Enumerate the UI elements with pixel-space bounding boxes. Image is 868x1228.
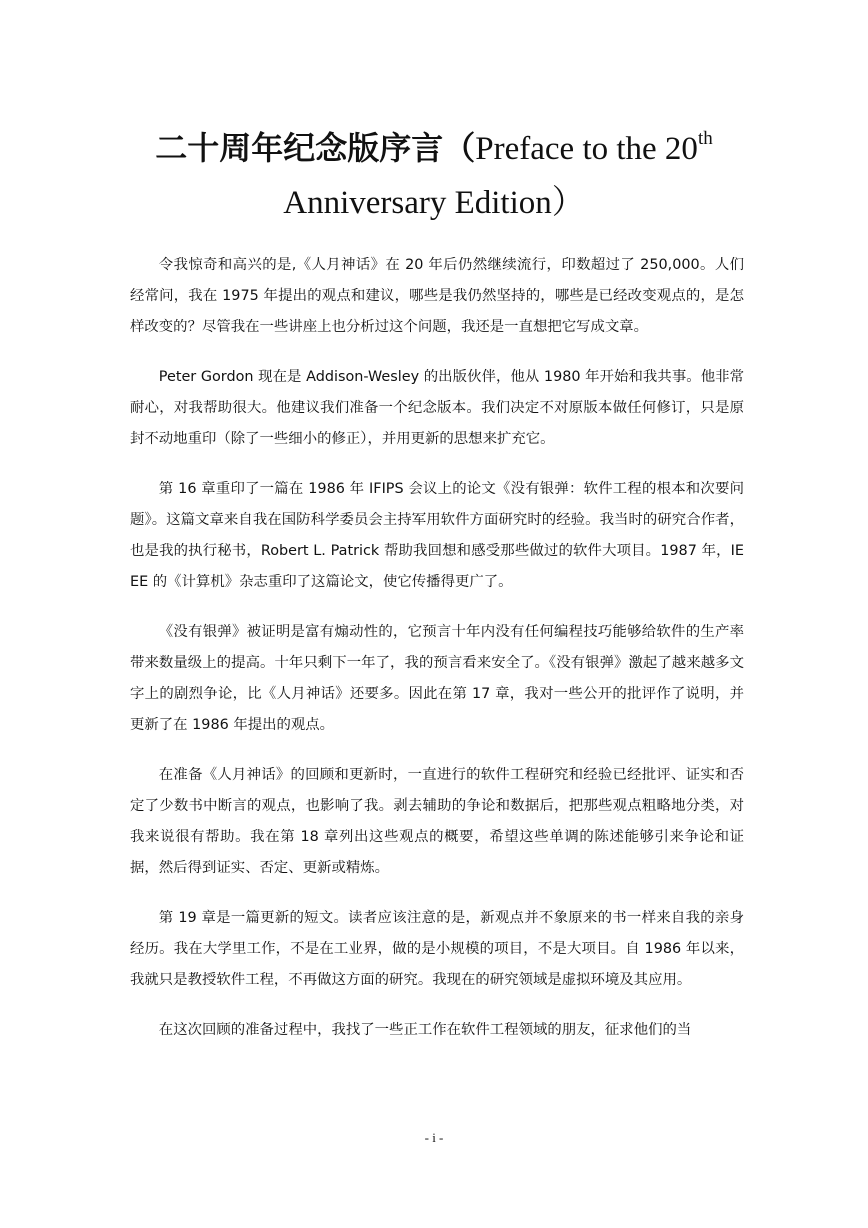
paragraph-6: 第 19 章是一篇更新的短文。读者应该注意的是，新观点并不象原来的书一样来自我的亲身经历。我在大学里工作，不是在工业界，做的是小规模的项目，不是大项目。自 1986 年以来，我就只是教授软件工程，不再做这方面的研究。我现在的研究领域是虚拟环境及其应用。 bbox=[130, 910, 744, 988]
paragraph-5: 在准备《人月神话》的回顾和更新时，一直进行的软件工程研究和经验已经批评、证实和否定了少数书中断言的观点，也影响了我。剥去辅助的争论和数据后，把那些观点粗略地分类，对我来说很有帮助。我在第 18 章列出这些观点的概要，希望这些单调的陈述能够引来争论和证据，然后得到证实、否定、更新或精炼。 bbox=[130, 767, 744, 876]
paragraph-1: 令我惊奇和高兴的是,《人月神话》在 20 年后仍然继续流行，印数超过了 250,000。人们经常问，我在 1975 年提出的观点和建议，哪些是我仍然坚持的，哪些是已经改变观点的，是怎样改变的？尽管我在一些讲座上也分析过这个问题，我还是一直想把它写成文章。 bbox=[130, 257, 744, 335]
paragraph-4: 《没有银弹》被证明是富有煽动性的，它预言十年内没有任何编程技巧能够给软件的生产率带来数量级上的提高。十年只剩下一年了，我的预言看来安全了。《没有银弹》激起了越来越多文字上的剧烈争论，比《人月神话》还要多。因此在第 17 章，我对一些公开的批评作了说明，并更新了在 1986 年提出的观点。 bbox=[130, 624, 744, 733]
page-title-line2 bbox=[100, 178, 768, 227]
title-english-line2: Anniversary Edition bbox=[283, 185, 552, 221]
paragraph-7: 在这次回顾的准备过程中，我找了一些正工作在软件工程领域的朋友，征求他们的当 bbox=[158, 1022, 692, 1038]
body-text bbox=[130, 250, 744, 1046]
paragraph-3: 第 16 章重印了一篇在 1986 年 IFIPS 会议上的论文《没有银弹：软件工程的根本和次要问题》。这篇文章来自我在国防科学委员会主持军用软件方面研究时的经验。我当时的研究合作者，也是我的执行秘书，Robert L. Patrick 帮助我回想和感受那些做过的软件大项目。1987 年，IEEE 的《计算机》杂志重印了这篇论文，使它传播得更广了。 bbox=[130, 481, 744, 590]
page-number: - i - bbox=[424, 1130, 444, 1145]
title-english-line1: Preface to the 20 bbox=[475, 131, 698, 167]
page-title bbox=[100, 124, 768, 173]
title-superscript: th bbox=[697, 128, 713, 149]
paragraph-2: Peter Gordon 现在是 Addison-Wesley 的出版伙伴，他从 1980 年开始和我共事。他非常耐心，对我帮助很大。他建议我们准备一个纪念版本。我们决定不对原版本做任何修订，只是原封不动地重印（除了一些细小的修正），并用更新的思想来扩充它。 bbox=[130, 369, 744, 447]
title-chinese: 二十周年纪念版序言（ bbox=[155, 129, 476, 167]
title-close-paren: ） bbox=[551, 182, 585, 221]
